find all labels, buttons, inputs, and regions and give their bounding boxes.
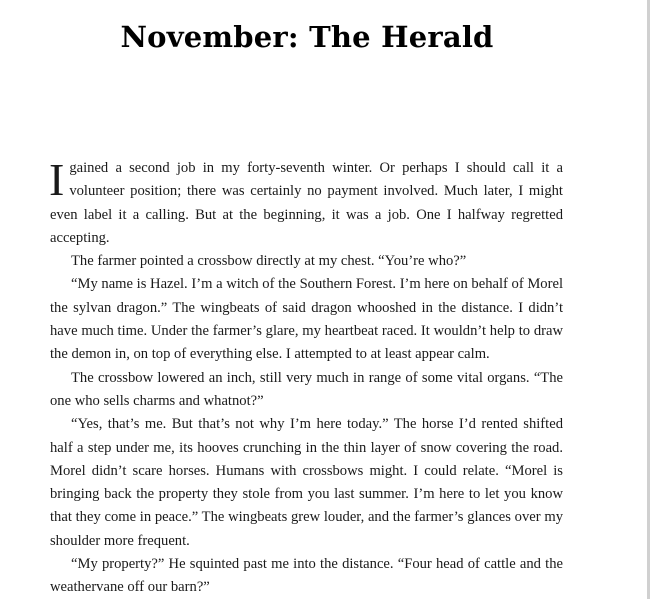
chapter-title: November: The Herald	[120, 20, 494, 54]
drop-cap: I	[49, 154, 65, 205]
paragraph-6: “My property?” He squinted past me into the distance. “Four head of cattle and the weathervane off our barn?”	[50, 556, 563, 596]
chapter-body	[49, 154, 563, 600]
paragraph-2: The farmer pointed a crossbow directly at my chest. “You’re who?”	[71, 253, 467, 270]
paragraph-3: “My name is Hazel. I’m a witch of the Southern Forest. I’m here on behalf of Morel the sylvan dragon.” The wingbeats of said dragon whooshed in the distance. I didn’t have much time. Under the farmer’s glare, my heartbeat raced. It wouldn’t help to draw the demon in, on top of everything else. I attempted to at least appear calm.	[50, 276, 563, 363]
paragraph-1-text: gained a second job in my forty-seventh winter. Or perhaps I should call it a volunteer position; there was certainly no payment involved. Much later, I might even label it a calling. But at the beginning, it was a job. One I halfway regretted accepting.	[50, 160, 563, 246]
paragraph-4: The crossbow lowered an inch, still very much in range of some vital organs. “The one who sells charms and whatnot?”	[50, 369, 563, 409]
paragraph-5: “Yes, that’s me. But that’s not why I’m here today.” The horse I’d rented shifted half a step under me, its hooves crunching in the thin layer of snow covering the road. Morel didn’t scare horses. Humans with crossbows might. I could relate. “Morel is bringing back the property they stole from you last summer. I’m here to let you know that they come in peace.” The wingbeats grew louder, and the farmer’s glances over my shoulder more frequent.	[50, 416, 563, 549]
paragraph-1	[49, 154, 563, 250]
